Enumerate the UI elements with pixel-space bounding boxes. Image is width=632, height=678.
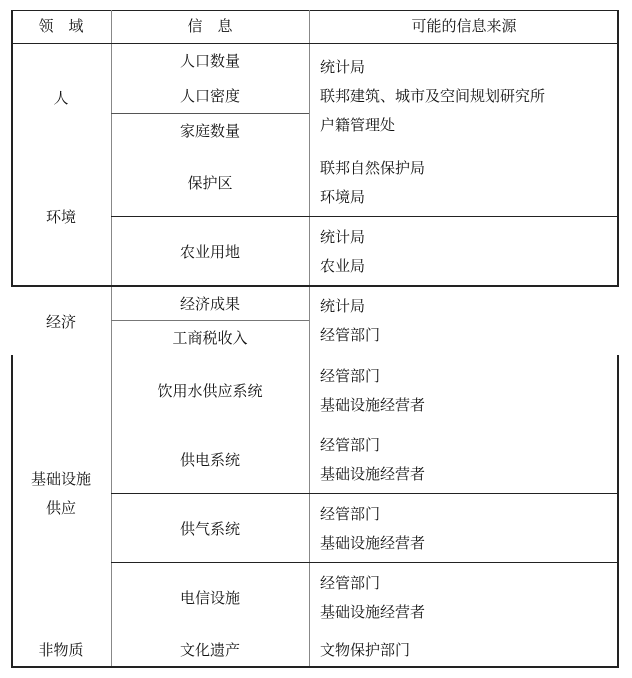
source-cell: 文物保护部门	[320, 641, 411, 659]
info-cell: 文化遗产	[179, 641, 240, 659]
info-cell: 经济成果	[179, 295, 240, 313]
source-cell: 经管部门	[320, 436, 381, 454]
source-cell: 经管部门	[320, 367, 381, 385]
border-right	[617, 10, 619, 286]
source-cell: 联邦自然保护局	[320, 159, 426, 177]
domain-cell: 环境	[45, 208, 76, 226]
domain-cell: 供应	[45, 499, 76, 517]
domain-cell: 经济	[45, 313, 76, 331]
source-cell: 联邦建筑、城市及空间规划研究所	[320, 87, 546, 105]
domain-cell: 基础设施	[30, 470, 91, 488]
row-divider	[11, 43, 619, 44]
border-bottom	[11, 666, 619, 668]
row-divider	[111, 113, 309, 114]
info-cell: 供气系统	[179, 520, 240, 538]
info-cell: 人口密度	[179, 87, 240, 105]
source-cell: 基础设施经营者	[320, 465, 426, 483]
domain-cell: 人	[53, 89, 69, 107]
source-cell: 环境局	[320, 188, 366, 206]
source-cell: 户籍管理处	[320, 116, 396, 134]
info-cell: 家庭数量	[179, 122, 240, 140]
border-left	[11, 10, 13, 286]
info-cell: 电信设施	[179, 589, 240, 607]
source-cell: 经管部门	[320, 505, 381, 523]
source-cell: 统计局	[320, 297, 366, 315]
info-cell: 保护区	[187, 174, 233, 192]
domain-cell: 非物质	[38, 641, 84, 659]
info-cell: 人口数量	[179, 52, 240, 70]
source-cell: 经管部门	[320, 326, 381, 344]
col-divider	[309, 10, 310, 666]
source-cell: 统计局	[320, 228, 366, 246]
row-divider	[111, 562, 619, 563]
source-cell: 经管部门	[320, 574, 381, 592]
row-divider	[111, 320, 309, 321]
header-sources: 可能的信息来源	[411, 17, 517, 35]
source-cell: 基础设施经营者	[320, 603, 426, 621]
info-cell: 农业用地	[179, 243, 240, 261]
border-top	[11, 10, 619, 11]
info-cell: 工商税收入	[172, 329, 248, 347]
info-cell: 供电系统	[179, 451, 240, 469]
row-divider	[11, 285, 619, 287]
border-right	[617, 355, 619, 668]
row-divider	[111, 493, 619, 494]
info-cell: 饮用水供应系统	[157, 382, 263, 400]
source-cell: 基础设施经营者	[320, 396, 426, 414]
source-cell: 基础设施经营者	[320, 534, 426, 552]
header-info: 信 息	[187, 17, 233, 35]
source-cell: 农业局	[320, 257, 366, 275]
row-divider	[111, 216, 619, 217]
source-cell: 统计局	[320, 58, 366, 76]
header-domain: 领 域	[38, 17, 84, 35]
